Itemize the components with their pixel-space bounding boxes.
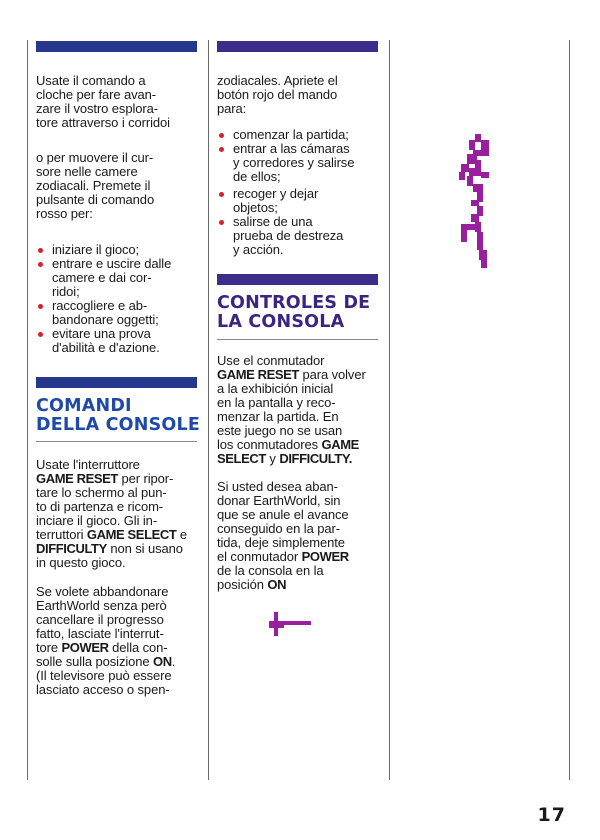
list-item: recoger y dejar objetos; <box>217 187 382 215</box>
italian-heading-underline <box>36 441 197 442</box>
italian-top-bar <box>36 41 197 52</box>
list-item: entrare e uscire dalle camere e dai cor- ridoi; <box>36 257 201 299</box>
spanish-quit-paragraph: Si usted desea aban- donar EarthWorld, sin que se anule el avance conseguido en la par- tida, deje simplemente el conmutador POWER de la consola en la posición ON <box>217 479 349 592</box>
spanish-bullet-list <box>217 128 382 257</box>
column-rule-middle-right <box>389 40 390 780</box>
italian-section-heading: COMANDI DELLA CONSOLE <box>36 396 200 435</box>
italian-rooms-text: o per muovere il cur- sore nelle camere zodiacali. Premete il pulsante di comando rosso per: <box>36 150 155 221</box>
list-item: raccogliere e ab- bandonare oggetti; <box>36 299 201 327</box>
column-rule-right <box>569 40 570 780</box>
column-rule-left <box>27 40 28 780</box>
list-item: salirse de una prueba de destreza y acción. <box>217 215 382 257</box>
list-item: comenzar la partida; <box>217 128 382 142</box>
italian-column <box>36 74 201 355</box>
spanish-section-bar <box>217 274 378 285</box>
spanish-section-heading: CONTROLES DE LA CONSOLA <box>217 293 371 332</box>
italian-console-text <box>36 458 204 697</box>
spanish-top-bar <box>217 41 378 52</box>
spanish-column <box>217 74 382 257</box>
italian-reset-paragraph: Usate l'interruttore GAME RESET per ripor- tare lo schermo al pun- to di partenza e ricom- inciare il gioco. Gli in- terruttori GAME SELECT e DIFFICULTY non si usano in questo gioco. <box>36 457 188 570</box>
list-item: evitare una prova d'abilità e d'azione. <box>36 327 201 355</box>
spanish-reset-paragraph: Use el conmutador GAME RESET para volver a la exhibición inicial en la pantalla y reco- menzar la partida. En este juego no se usan los conmutadores GAME SELECT y DIFFICULTY. <box>217 353 366 466</box>
spanish-intro: zodiacales. Apriete el botón rojo del mando para: <box>217 73 338 116</box>
column-rule-middle-left <box>208 40 209 780</box>
list-item: entrar a las cámaras y corredores y salirse de ellos; <box>217 142 382 184</box>
explorer-figure-icon <box>458 134 494 268</box>
page-number: 17 <box>537 804 566 826</box>
italian-intro: Usate il comando a cloche per fare avan- zare il vostro esplora- tore attraverso i corridoi <box>36 73 170 130</box>
spanish-console-text <box>217 354 385 592</box>
spanish-heading-underline <box>217 339 378 340</box>
cross-sprite-icon <box>269 612 313 638</box>
italian-section-bar <box>36 377 197 388</box>
italian-quit-paragraph: Se volete abbandonare EarthWorld senza però cancellare il progresso fatto, lasciate l'interrut- tore POWER della con- solle sulla posizione ON. (Il televisore può essere lasciato acceso o spen- <box>36 584 176 697</box>
list-item: iniziare il gioco; <box>36 243 201 257</box>
italian-bullet-list <box>36 243 201 355</box>
